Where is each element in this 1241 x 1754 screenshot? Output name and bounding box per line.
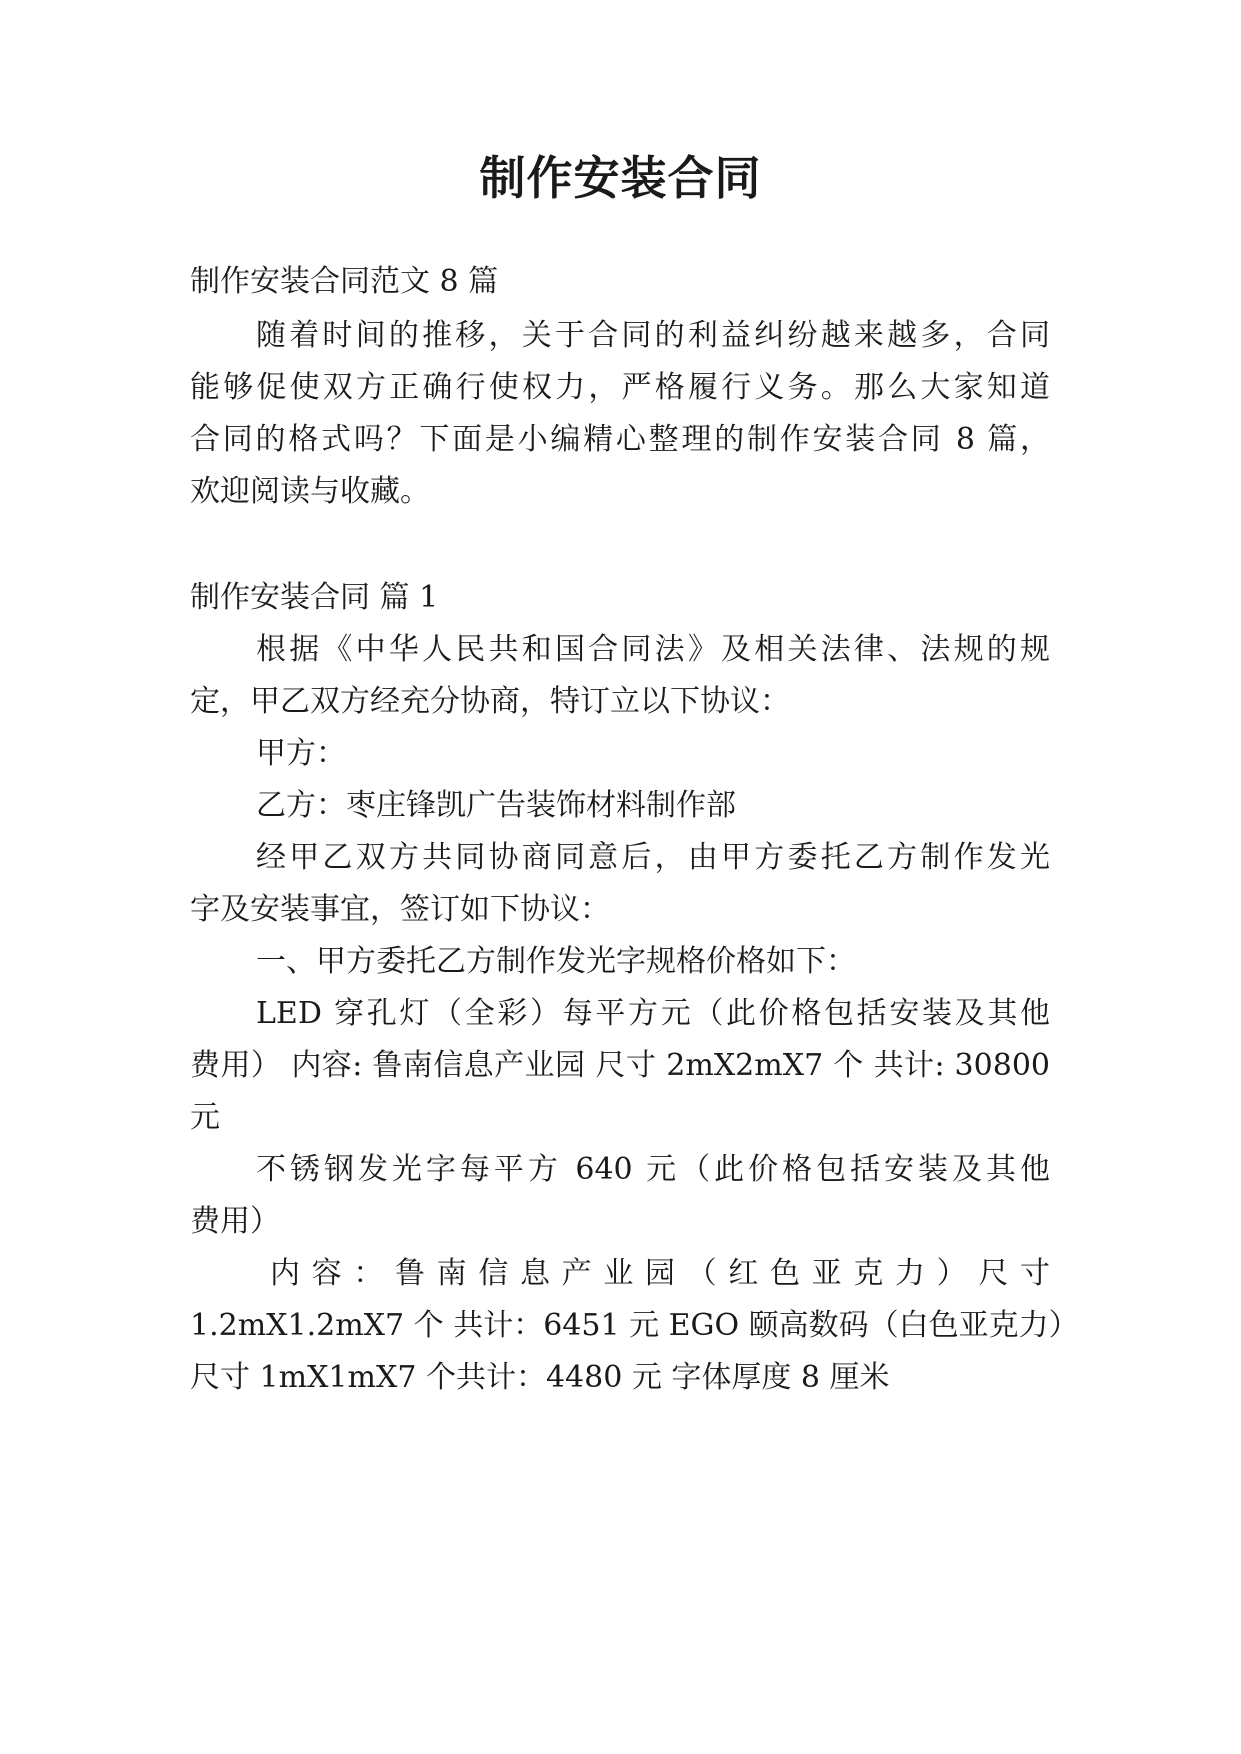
paragraph-line: 尺寸 1mX1mX7 个共计：4480 元 字体厚度 8 厘米	[190, 1360, 890, 1395]
paragraph-line: 随着时间的推移，关于合同的利益纠纷越来越多，合同	[256, 318, 1050, 353]
paragraph-line: LED 穿孔灯（全彩）每平方元（此价格包括安装及其他	[256, 996, 1050, 1031]
party-a-line: 甲方：	[256, 736, 346, 771]
paragraph-line: 费用）	[190, 1204, 280, 1239]
paragraph-line: 内 容 ： 鲁 南 信 息 产 业 园 （ 红 色 亚 克 力 ） 尺 寸	[270, 1256, 1050, 1291]
paragraph-line: 字及安装事宜，签订如下协议：	[190, 892, 610, 927]
paragraph-line: 根据《中华人民共和国合同法》及相关法律、法规的规	[256, 632, 1050, 667]
paragraph-line: 元	[190, 1100, 220, 1135]
paragraph-line: 不锈钢发光字每平方 640 元（此价格包括安装及其他	[256, 1152, 1050, 1187]
paragraph-line: 经甲乙双方共同协商同意后，由甲方委托乙方制作发光	[256, 840, 1050, 875]
paragraph-line: 一、甲方委托乙方制作发光字规格价格如下：	[256, 944, 856, 979]
subtitle-line: 制作安装合同范文 8 篇	[190, 264, 499, 299]
section-heading: 制作安装合同 篇 1	[190, 580, 439, 615]
paragraph-line: 合同的格式吗？下面是小编精心整理的制作安装合同 8 篇，	[190, 422, 1050, 457]
party-b-line: 乙方：枣庄锋凯广告装饰材料制作部	[256, 788, 736, 823]
document-title: 制作安装合同	[479, 151, 762, 205]
paragraph-line: 能够促使双方正确行使权力，严格履行义务。那么大家知道	[190, 370, 1050, 405]
paragraph-line: 定，甲乙双方经充分协商，特订立以下协议：	[190, 684, 790, 719]
paragraph-line: 欢迎阅读与收藏。	[190, 474, 430, 509]
paragraph-line: 费用） 内容: 鲁南信息产业园 尺寸 2mX2mX7 个 共计: 30800	[190, 1048, 1050, 1083]
paragraph-line: 1.2mX1.2mX7 个 共计：6451 元 EGO 颐高数码（白色亚克力）	[190, 1308, 1079, 1343]
